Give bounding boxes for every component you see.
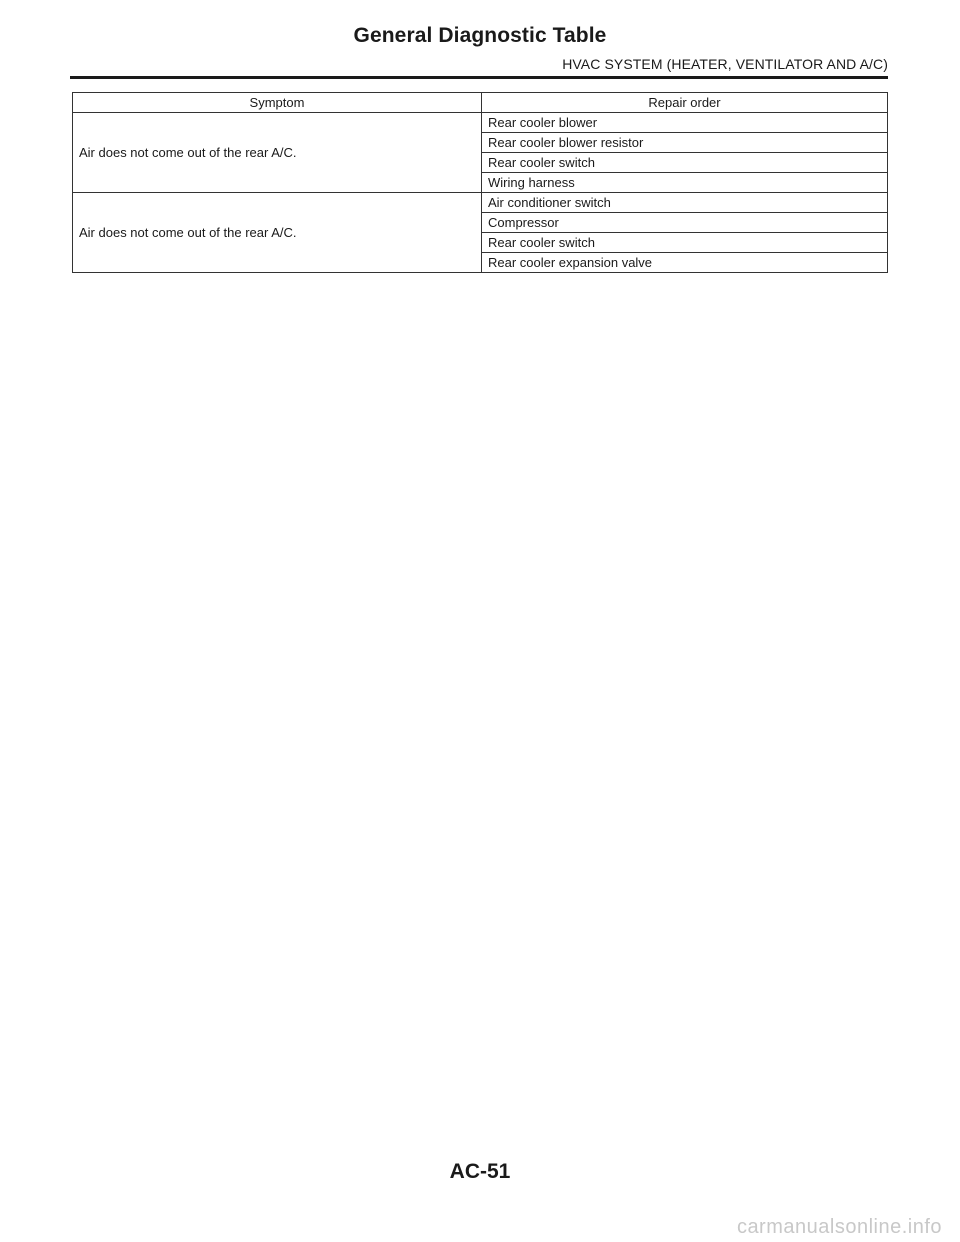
column-header-repair-order: Repair order — [482, 93, 888, 113]
diagnostic-table — [72, 92, 888, 273]
repair-cell: Rear cooler switch — [482, 233, 888, 253]
page-title: General Diagnostic Table — [353, 24, 607, 47]
symptom-cell: Air does not come out of the rear A/C. — [73, 193, 482, 273]
table-row — [73, 193, 888, 213]
repair-cell: Air conditioner switch — [482, 193, 888, 213]
repair-cell: Compressor — [482, 213, 888, 233]
symptom-cell: Air does not come out of the rear A/C. — [73, 113, 482, 193]
column-header-symptom: Symptom — [73, 93, 482, 113]
page-number: AC-51 — [449, 1160, 511, 1183]
table-header-row — [73, 93, 888, 113]
table-row — [73, 113, 888, 133]
repair-cell: Wiring harness — [482, 173, 888, 193]
header-rule — [70, 76, 888, 79]
repair-cell: Rear cooler expansion valve — [482, 253, 888, 273]
repair-cell: Rear cooler switch — [482, 153, 888, 173]
section-title: HVAC SYSTEM (HEATER, VENTILATOR AND A/C) — [562, 56, 888, 72]
repair-cell: Rear cooler blower resistor — [482, 133, 888, 153]
watermark: carmanualsonline.info — [736, 1216, 942, 1238]
repair-cell: Rear cooler blower — [482, 113, 888, 133]
